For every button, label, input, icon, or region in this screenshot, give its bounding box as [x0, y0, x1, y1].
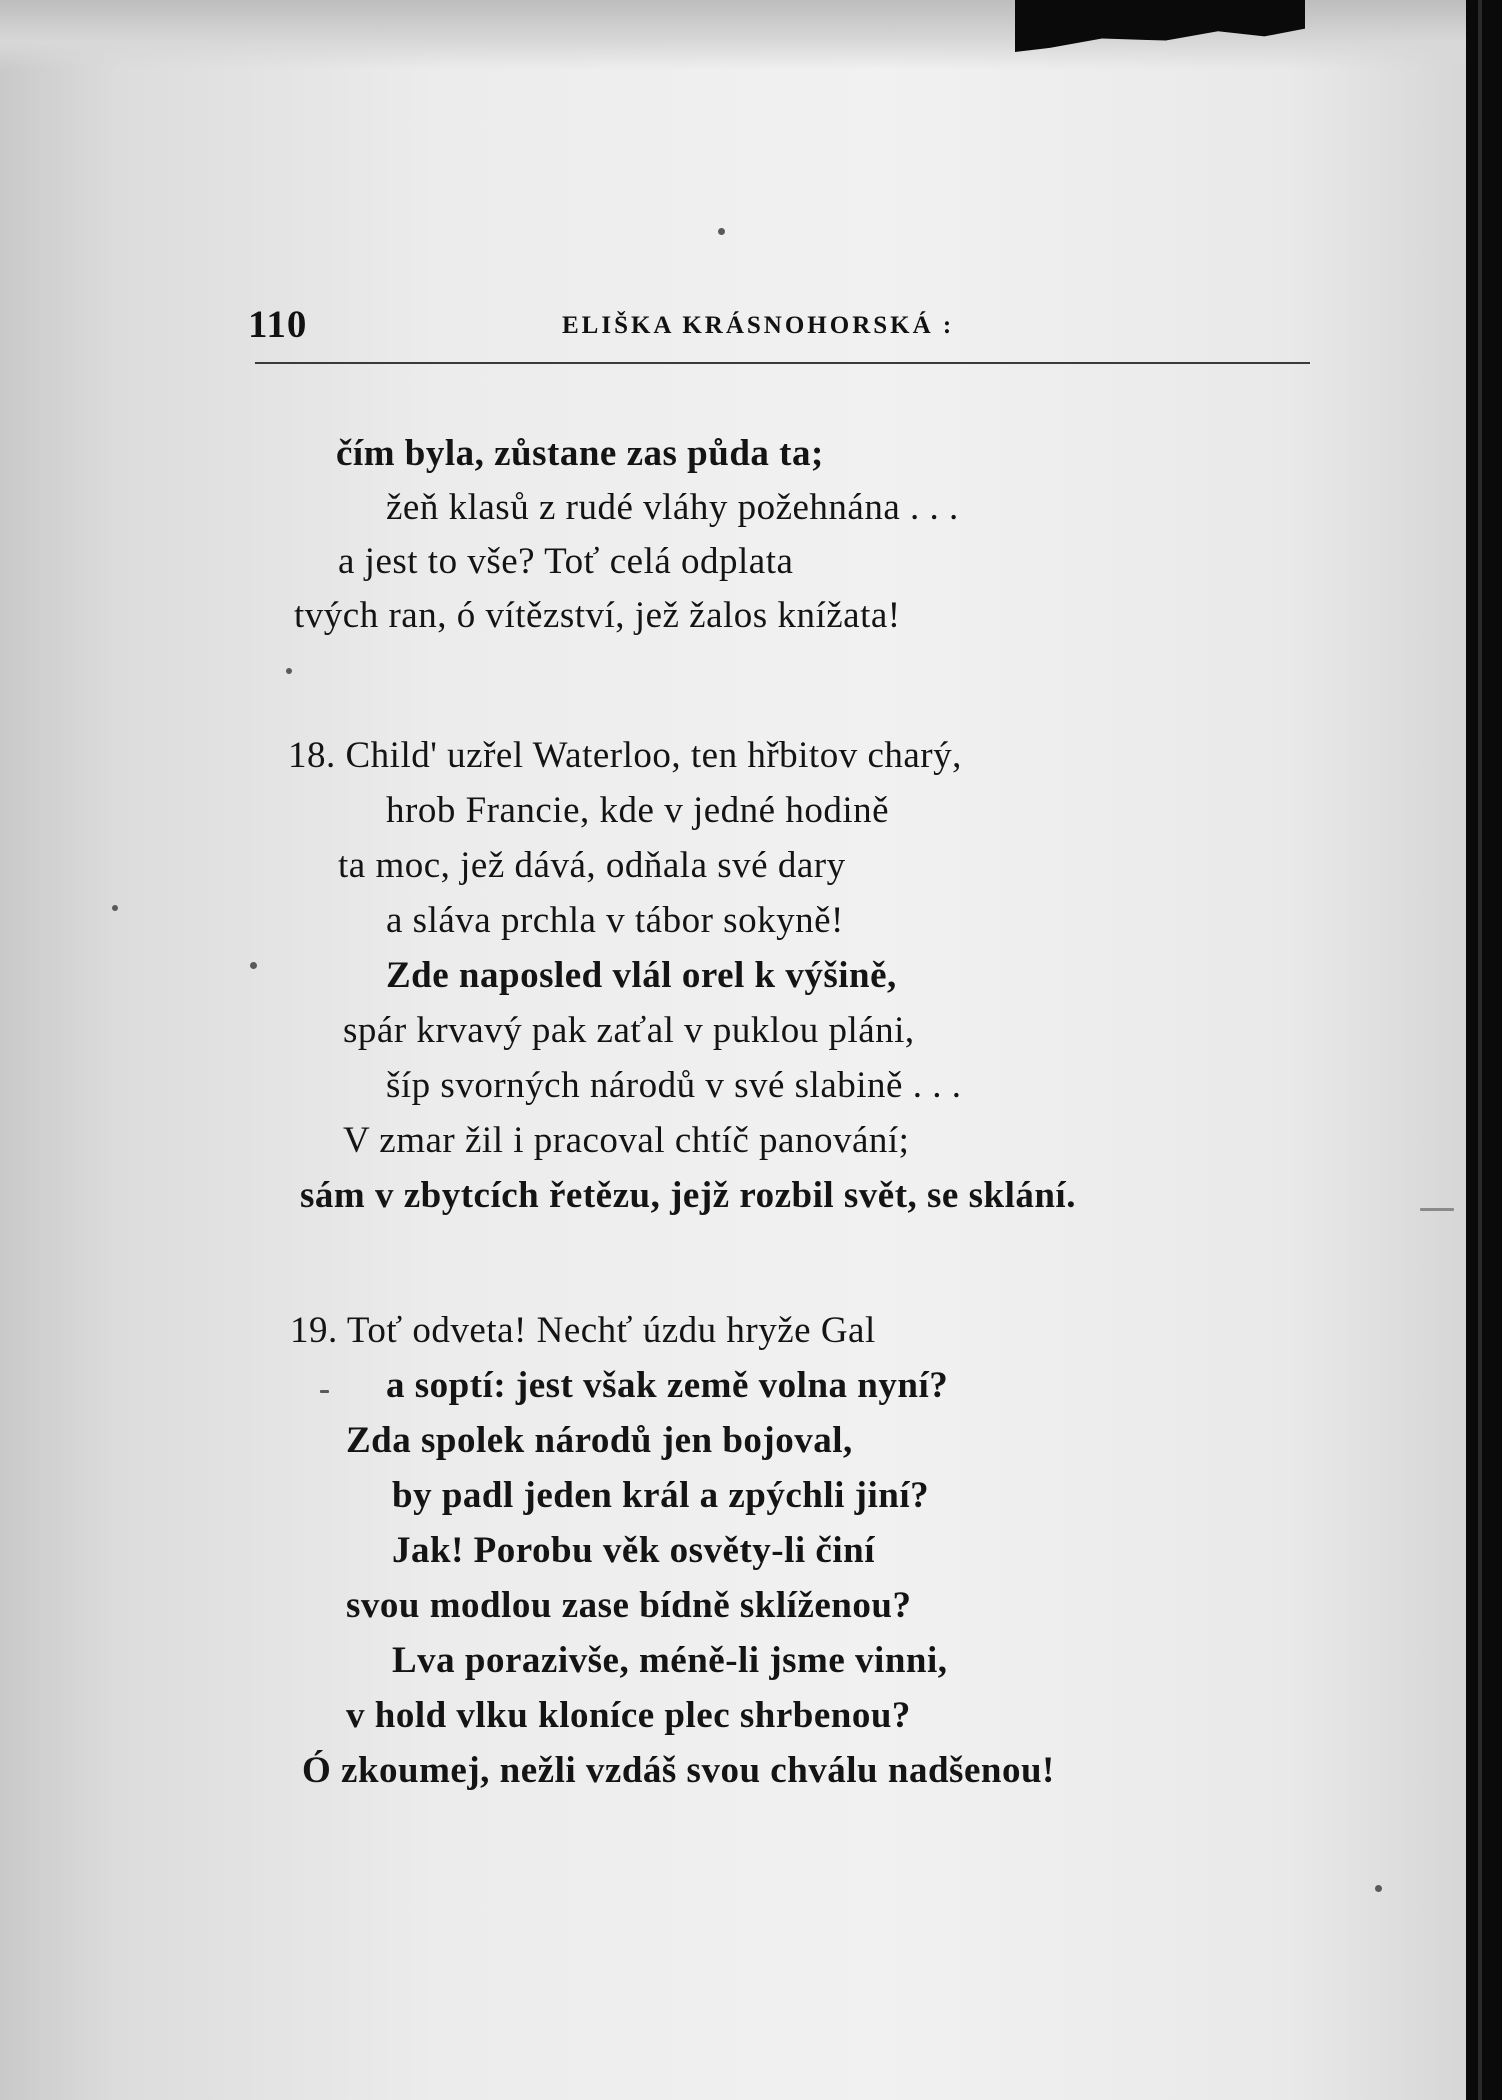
verse-line: a sláva prchla v tábor sokyně! — [386, 900, 844, 941]
ink-speck — [1375, 1885, 1382, 1892]
verse-line: Ó zkoumej, nežli vzdáš svou chválu nadšenou! — [302, 1750, 1055, 1791]
verse-line: hrob Francie, kde v jedné hodině — [386, 790, 890, 831]
verse-line: by padl jeden král a zpýchli jiní? — [392, 1475, 930, 1516]
scan-background-edge — [1466, 0, 1502, 2100]
verse-line: žeň klasů z rudé vláhy požehnána . . . — [386, 487, 959, 528]
verse-line: svou modlou zase bídně sklíženou? — [346, 1585, 912, 1626]
verse-line: 19. Toť odveta! Nechť úzdu hryže Gal — [290, 1310, 876, 1351]
page-number: 110 — [248, 303, 308, 346]
verse-line: sám v zbytcích řetězu, jejž rozbil svět, se sklání. — [300, 1175, 1076, 1216]
ink-speck — [112, 905, 118, 911]
ink-speck — [320, 1390, 329, 1393]
verse-line: čím byla, zůstane zas půda ta; — [336, 433, 824, 474]
ink-speck — [250, 962, 257, 969]
verse-line: Jak! Porobu věk osvěty-li činí — [392, 1530, 875, 1571]
verse-line: tvých ran, ó vítězství, jež žalos knížata! — [294, 595, 901, 636]
verse-line: spár krvavý pak zaťal v puklou pláni, — [343, 1010, 915, 1051]
verse-line: ta moc, jež dává, odňala své dary — [338, 845, 846, 886]
header-rule — [255, 362, 1310, 364]
verse-line: Zde naposled vlál orel k výšině, — [386, 955, 897, 996]
ink-mark — [1420, 1208, 1454, 1211]
verse-line: v hold vlku kloníce plec shrbenou? — [346, 1695, 911, 1736]
running-head: ELIŠKA KRÁSNOHORSKÁ : — [562, 312, 955, 339]
verse-line: 18. Child' uzřel Waterloo, ten hřbitov charý, — [288, 735, 962, 776]
verse-line: Lva porazivše, méně-li jsme vinni, — [392, 1640, 948, 1681]
verse-line: šíp svorných národů v své slabině . . . — [386, 1065, 962, 1106]
ink-speck — [718, 228, 725, 235]
verse-line: a jest to vše? Toť celá odplata — [338, 541, 794, 582]
ink-speck — [286, 668, 292, 674]
verse-line: V zmar žil i pracoval chtíč panování; — [343, 1120, 910, 1161]
scan-edge-line — [1478, 0, 1482, 2100]
page-header — [0, 302, 1466, 358]
verse-line: Zda spolek národů jen bojoval, — [346, 1420, 853, 1461]
verse-line: a soptí: jest však země volna nyní? — [386, 1365, 949, 1406]
